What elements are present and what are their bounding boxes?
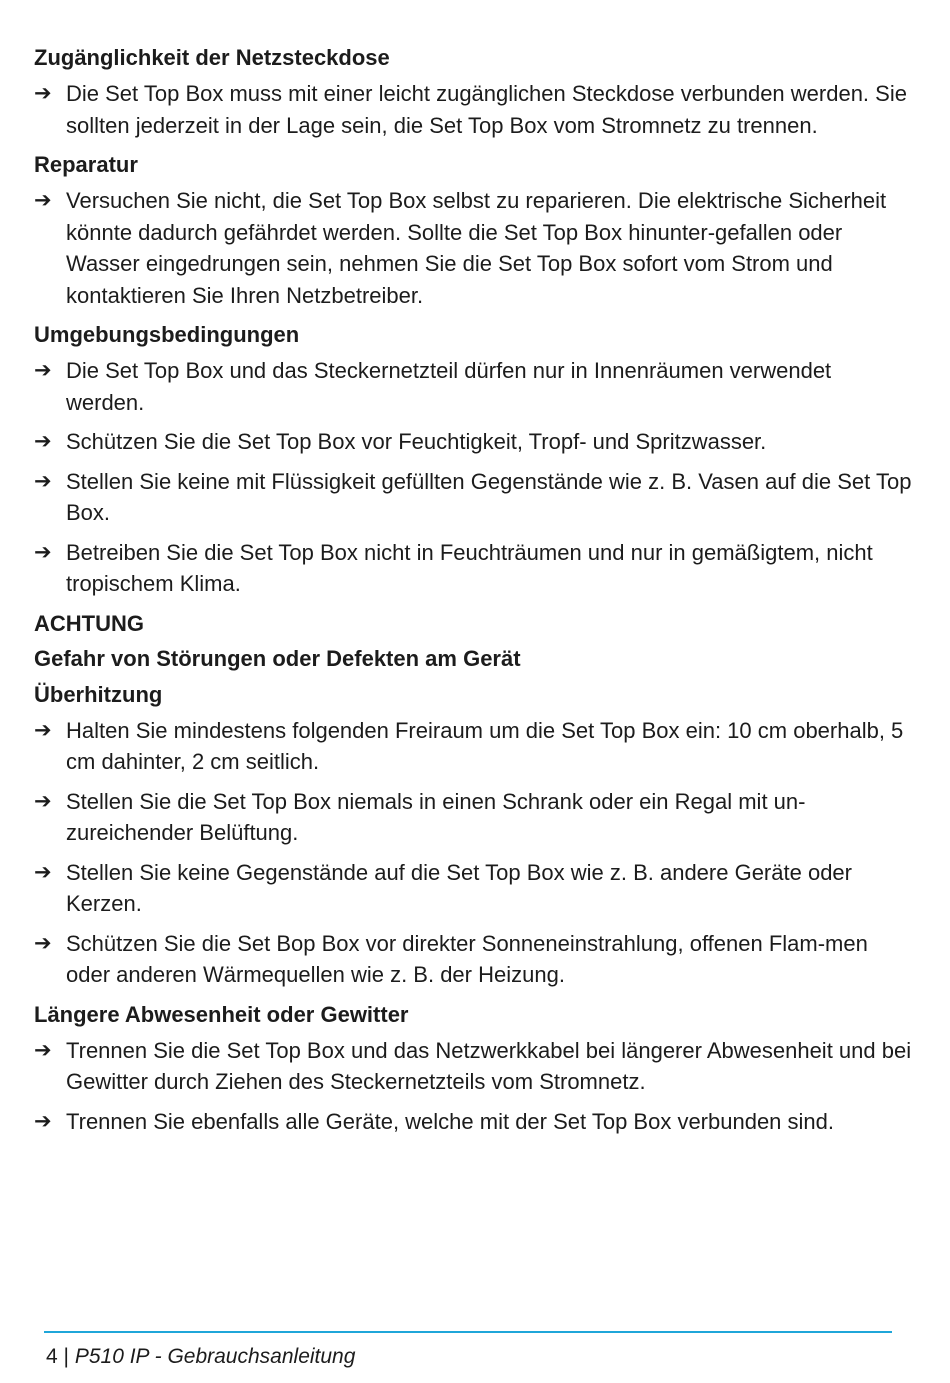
page-number: 4 <box>46 1345 58 1368</box>
bullet-item <box>34 185 914 311</box>
bullet-item <box>34 1035 914 1098</box>
document-title: P510 IP - Gebrauchsanleitung <box>74 1345 356 1368</box>
arrow-right-icon: ➔ <box>34 468 52 493</box>
bullet-text: Die Set Top Box und das Steckernetzteil dürfen nur in Innenräumen verwendet werden. <box>66 358 832 415</box>
bullet-text: Versuchen Sie nicht, die Set Top Box selbst zu reparieren. Die elektrische Sicherheit könnte dadurch gefährdet werden. Sollte die Set Top Box hinunter-gefallen oder Wasser eingedrungen sein, nehmen Sie die Set Top Box sofort vom Strom und kontaktieren Sie Ihren Netzbetreiber. <box>66 188 887 308</box>
arrow-right-icon: ➔ <box>34 539 52 564</box>
bullet-text: Trennen Sie die Set Top Box und das Netzwerkkabel bei längerer Abwesenheit und bei Gewitter durch Ziehen des Steckernetzteils vom Stromnetz. <box>66 1037 912 1094</box>
bullet-text: Halten Sie mindestens folgenden Freiraum um die Set Top Box ein: 10 cm oberhalb, 5 cm dahinter, 2 cm seitlich. <box>66 717 904 774</box>
section <box>34 679 914 991</box>
arrow-right-icon: ➔ <box>34 188 52 212</box>
section <box>34 42 914 141</box>
footer-divider <box>44 1331 892 1333</box>
page-footer <box>46 1343 355 1371</box>
section-heading: Zugänglichkeit der Netzsteckdose <box>34 45 390 70</box>
sections-part-2 <box>34 679 914 1138</box>
arrow-right-icon: ➔ <box>34 717 52 742</box>
arrow-right-icon: ➔ <box>34 788 52 813</box>
section <box>34 149 914 311</box>
arrow-right-icon: ➔ <box>34 930 52 955</box>
bullet-item <box>34 78 914 141</box>
bullet-item <box>34 857 914 920</box>
bullet-text: Stellen Sie keine Gegenstände auf die Set Top Box wie z. B. andere Geräte oder Kerzen. <box>66 859 852 916</box>
footer-separator: | <box>63 1345 69 1368</box>
bullet-text: Die Set Top Box muss mit einer leicht zugänglichen Steckdose verbunden werden. Sie sollten jederzeit in der Lage sein, die Set Top Box vom Stromnetz zu trennen. <box>66 81 907 138</box>
warning-title: ACHTUNG <box>34 610 144 636</box>
bullet-item <box>34 715 914 778</box>
warning-subtitle: Gefahr von Störungen oder Defekten am Gerät <box>34 645 521 671</box>
section <box>34 999 914 1138</box>
bullet-item <box>34 786 914 849</box>
document-body <box>34 42 914 1145</box>
section-heading: Überhitzung <box>34 681 163 707</box>
bullet-text: Trennen Sie ebenfalls alle Geräte, welche mit der Set Top Box verbunden sind. <box>66 1108 835 1134</box>
bullet-text: Betreiben Sie die Set Top Box nicht in Feuchträumen und nur in gemäßigtem, nicht tropischem Klima. <box>66 539 873 596</box>
section <box>34 319 914 600</box>
arrow-right-icon: ➔ <box>34 1108 52 1133</box>
bullet-text: Stellen Sie keine mit Flüssigkeit gefüllten Gegenstände wie z. B. Vasen auf die Set Top Box. <box>66 468 912 525</box>
bullet-item <box>34 426 914 458</box>
arrow-right-icon: ➔ <box>34 1037 52 1062</box>
bullet-text: Schützen Sie die Set Top Box vor Feuchtigkeit, Tropf- und Spritzwasser. <box>66 429 767 454</box>
bullet-text: Stellen Sie die Set Top Box niemals in einen Schrank oder ein Regal mit un-zureichender Belüftung. <box>66 788 806 845</box>
bullet-item <box>34 928 914 991</box>
section-heading: Umgebungsbedingungen <box>34 322 300 347</box>
arrow-right-icon: ➔ <box>34 358 52 382</box>
bullet-item <box>34 466 914 529</box>
bullet-item <box>34 355 914 418</box>
bullet-item <box>34 1106 914 1138</box>
sections-part-1 <box>34 42 914 600</box>
arrow-right-icon: ➔ <box>34 81 52 105</box>
arrow-right-icon: ➔ <box>34 429 52 453</box>
section-heading: Längere Abwesenheit oder Gewitter <box>34 1001 409 1027</box>
bullet-item <box>34 537 914 600</box>
arrow-right-icon: ➔ <box>34 859 52 884</box>
section-heading: Reparatur <box>34 152 138 177</box>
bullet-text: Schützen Sie die Set Bop Box vor direkter Sonneneinstrahlung, offenen Flam-men oder anderen Wärmequellen wie z. B. der Heizung. <box>66 930 868 987</box>
